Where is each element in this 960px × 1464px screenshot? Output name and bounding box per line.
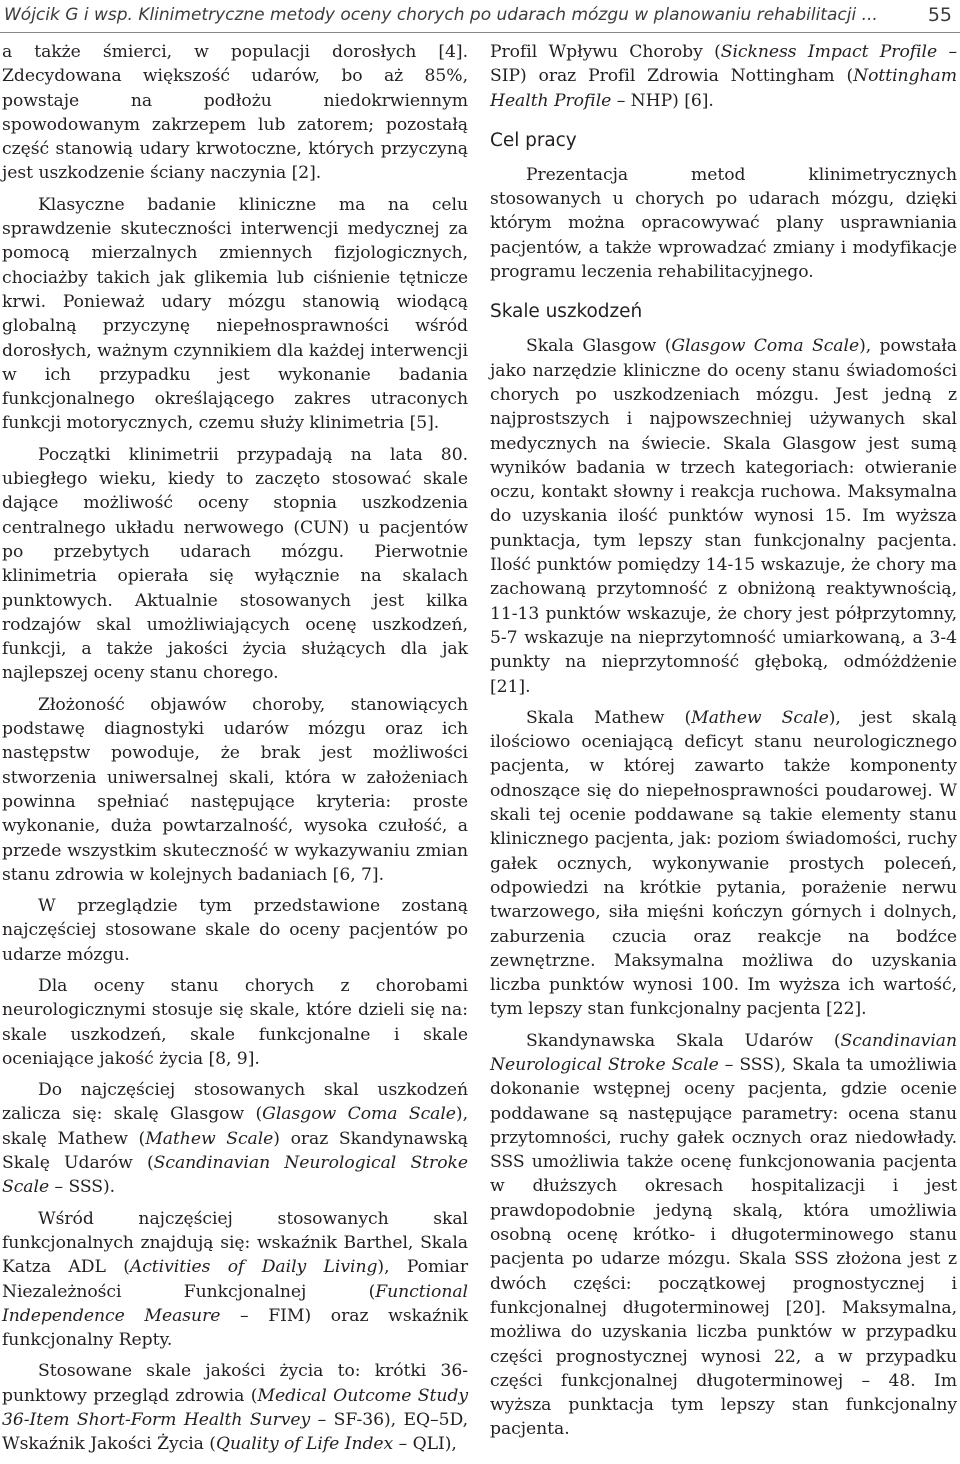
paragraph: Wśród najczęściej stosowanych skal funkcjonalnych znajdują się: wskaźnik Barthel, Skala Katza ADL (Activities of Daily Living), Pomiar Niezależności Funkcjonalnej (Functional Independence Measure – FIM) oraz wskaźnik funkcjonalny Repty. (2, 1208, 469, 1351)
page-number: 55 (927, 4, 952, 26)
section-heading-skale-uszkodzen: Skale uszkodzeń (490, 301, 643, 323)
paragraph: Skandynawska Skala Udarów (Scandinavian Neurological Stroke Scale – SSS), Skala ta umożliwia dokonanie wstępnej oceny pacjenta, gdzie ocenie poddawane są następujące parametry: ocena stanu przytomności, ruchy gałek ocznych oraz niedowłady. SSS umożliwia także ocenę funkcjonowania pacjenta w dłuższych okresach hospitalizacji i jest prawdopodobnie jedyną skalą, która umożliwia osobną ocenę krótko- i długoterminowego stanu pacjenta po udarze mózgu. Skala SSS złożona jest z dwóch części: początkowej prognostycznej i funkcjonalnej długoterminowej [20]. Maksymalna, możliwa do uzyskania liczba punktów w przypadku części prognostycznej wynosi 22, a w przypadku części funkcjonalnej długoterminowej – 48. Im wyższa punktacja tym lepszy stan funkcjonalny pacjenta. (490, 1030, 957, 1440)
right-column (490, 40, 957, 1449)
paragraph: Do najczęściej stosowanych skal uszkodzeń zalicza się: skalę Glasgow (Glasgow Coma Scale), skalę Mathew (Mathew Scale) oraz Skandynawską Skalę Udarów (Scandinavian Neurological Stroke Scale – SSS). (2, 1080, 468, 1198)
paragraph: Złożoność objawów choroby, stanowiących podstawę diagnostyki udarów mózgu oraz ich następstw powoduje, że brak jest możliwości stworzenia uniwersalnej skali, która w założeniach powinna spełniać następujące kryteria: proste wykonanie, duża powtarzalność, wysoka czułość, a przede wszystkim skuteczność w wykazywaniu zmian stanu zdrowia w kolejnych badaniach [6, 7]. (2, 694, 468, 885)
running-header (4, 0, 952, 30)
paragraph: Stosowane skale jakości życia to: krótki 36-punktowy przegląd zdrowia (Medical Outcome Study 36-Item Short-Form Health Survey – SF-36), EQ–5D, Wskaźnik Jakości Życia (Quality of Life Index – QLI), (2, 1361, 468, 1455)
paragraph: W przeglądzie tym przedstawione zostaną najczęściej stosowane skale do oceny pacjentów po udarze mózgu. (2, 896, 468, 965)
paragraph: Prezentacja metod klinimetrycznych stosowanych u chorych po udarach mózgu, dzięki którym można opracowywać plany usprawniania pacjentów, a także wprowadzać zmiany i modyfikacje programu leczenia rehabilitacyjnego. (490, 164, 957, 283)
paragraph: Profil Wpływu Choroby (Sickness Impact Profile – SIP) oraz Profil Zdrowia Nottingham (Nottingham Health Profile – NHP) [6]. (490, 42, 957, 111)
left-column (2, 40, 468, 1464)
paragraph: a także śmierci, w populacji dorosłych [4]. Zdecydowana większość udarów, bo aż 85%, powstaje na podłożu niedokrwiennym spowodowanym zakrzepem lub zatorem; pozostałą część stanowią udary krwotoczne, których przyczyną jest uszkodzenie ściany naczynia [2]. (2, 42, 468, 184)
paragraph: Dla oceny stanu chorych z chorobami neurologicznymi stosuje się skale, które dzieli się na: skale uszkodzeń, skale funkcjonalne i skale oceniające jakość życia [8, 9]. (2, 975, 468, 1069)
paragraph: Początki klinimetrii przypadają na lata 80. ubiegłego wieku, kiedy to zaczęto stosować skale dające możliwość oceny stopnia uszkodzenia centralnego układu nerwowego (CUN) u pacjentów po przebytych udarach mózgu. Pierwotnie klinimetria opierała się wyłącznie na skalach punktowych. Aktualnie stosowanych jest kilka rodzajów skal umożliwiających ocenę uszkodzeń, funkcji, a także jakości życia służących dla jak najlepszej oceny stanu chorego. (2, 444, 468, 684)
paragraph: Skala Glasgow (Glasgow Coma Scale), powstała jako narzędzie kliniczne do oceny stanu świadomości chorych po uszkodzeniach mózgu. Jest jedną z najprostszych i najpowszechniej używanych skal medycznych na świecie. Skala Glasgow jest sumą wyników badania w trzech kategoriach: otwieranie oczu, kontakt słowny i reakcja ruchowa. Maksymalna do uzyskania ilość punktów wynosi 15. Im wyższa punktacja, tym lepszy stan funkcjonalny pacjenta. Ilość punktów pomiędzy 14-15 wskazuje, że chory ma zachowaną przytomność z obniżoną reaktywnością, 11-13 punktów wskazuje, że chory jest półprzytomny, 5-7 wskazuje na nieprzytomność umiarkowaną, a 3-4 punkty na nieprzytomność głęboką, odmóżdżenie [21]. (490, 336, 957, 697)
paragraph: Skala Mathew (Mathew Scale), jest skalą ilościowo oceniającą deficyt stanu neurologicznego pacjenta, w której zawarto także komponenty odnoszące się do niepełnosprawności poudarowej. W skali tej ocenie poddawane są takie elementy stanu klinicznego pacjenta, jak: poziom świadomości, ruchy gałek ocznych, wykonywanie prostych poleceń, odpowiedzi na krótkie pytania, porażenie nerwu twarzowego, siła mięśni kończyn górnych i dolnych, zaburzenia czucia oraz reakcje na bodźce zewnętrzne. Maksymalna możliwa do uzyskania liczba punktów wynosi 100. Im wyższa ich wartość, tym lepszy stan funkcjonalny pacjenta [22]. (490, 707, 957, 1020)
running-title: Wójcik G i wsp. Klinimetryczne metody oceny chorych po udarach mózgu w planowaniu rehabilitacji ... (4, 5, 878, 25)
section-heading-cel-pracy: Cel pracy (490, 129, 577, 151)
header-divider (0, 32, 960, 33)
paragraph: Klasyczne badanie kliniczne ma na celu sprawdzenie skuteczności interwencji medycznej za pomocą mierzalnych zmiennych fizjologicznych, chociażby takich jak glikemia lub ciśnienie tętnicze krwi. Ponieważ udary mózgu stanowią wiodącą globalną przyczynę niepełnosprawności wśród dorosłych, ważnym czynnikiem dla każdej interwencji w ich przypadku jest wykonanie badania funkcjonalnego określającego zakres utraconych funkcji motorycznych, czemu służy klinimetria [5]. (2, 194, 468, 434)
